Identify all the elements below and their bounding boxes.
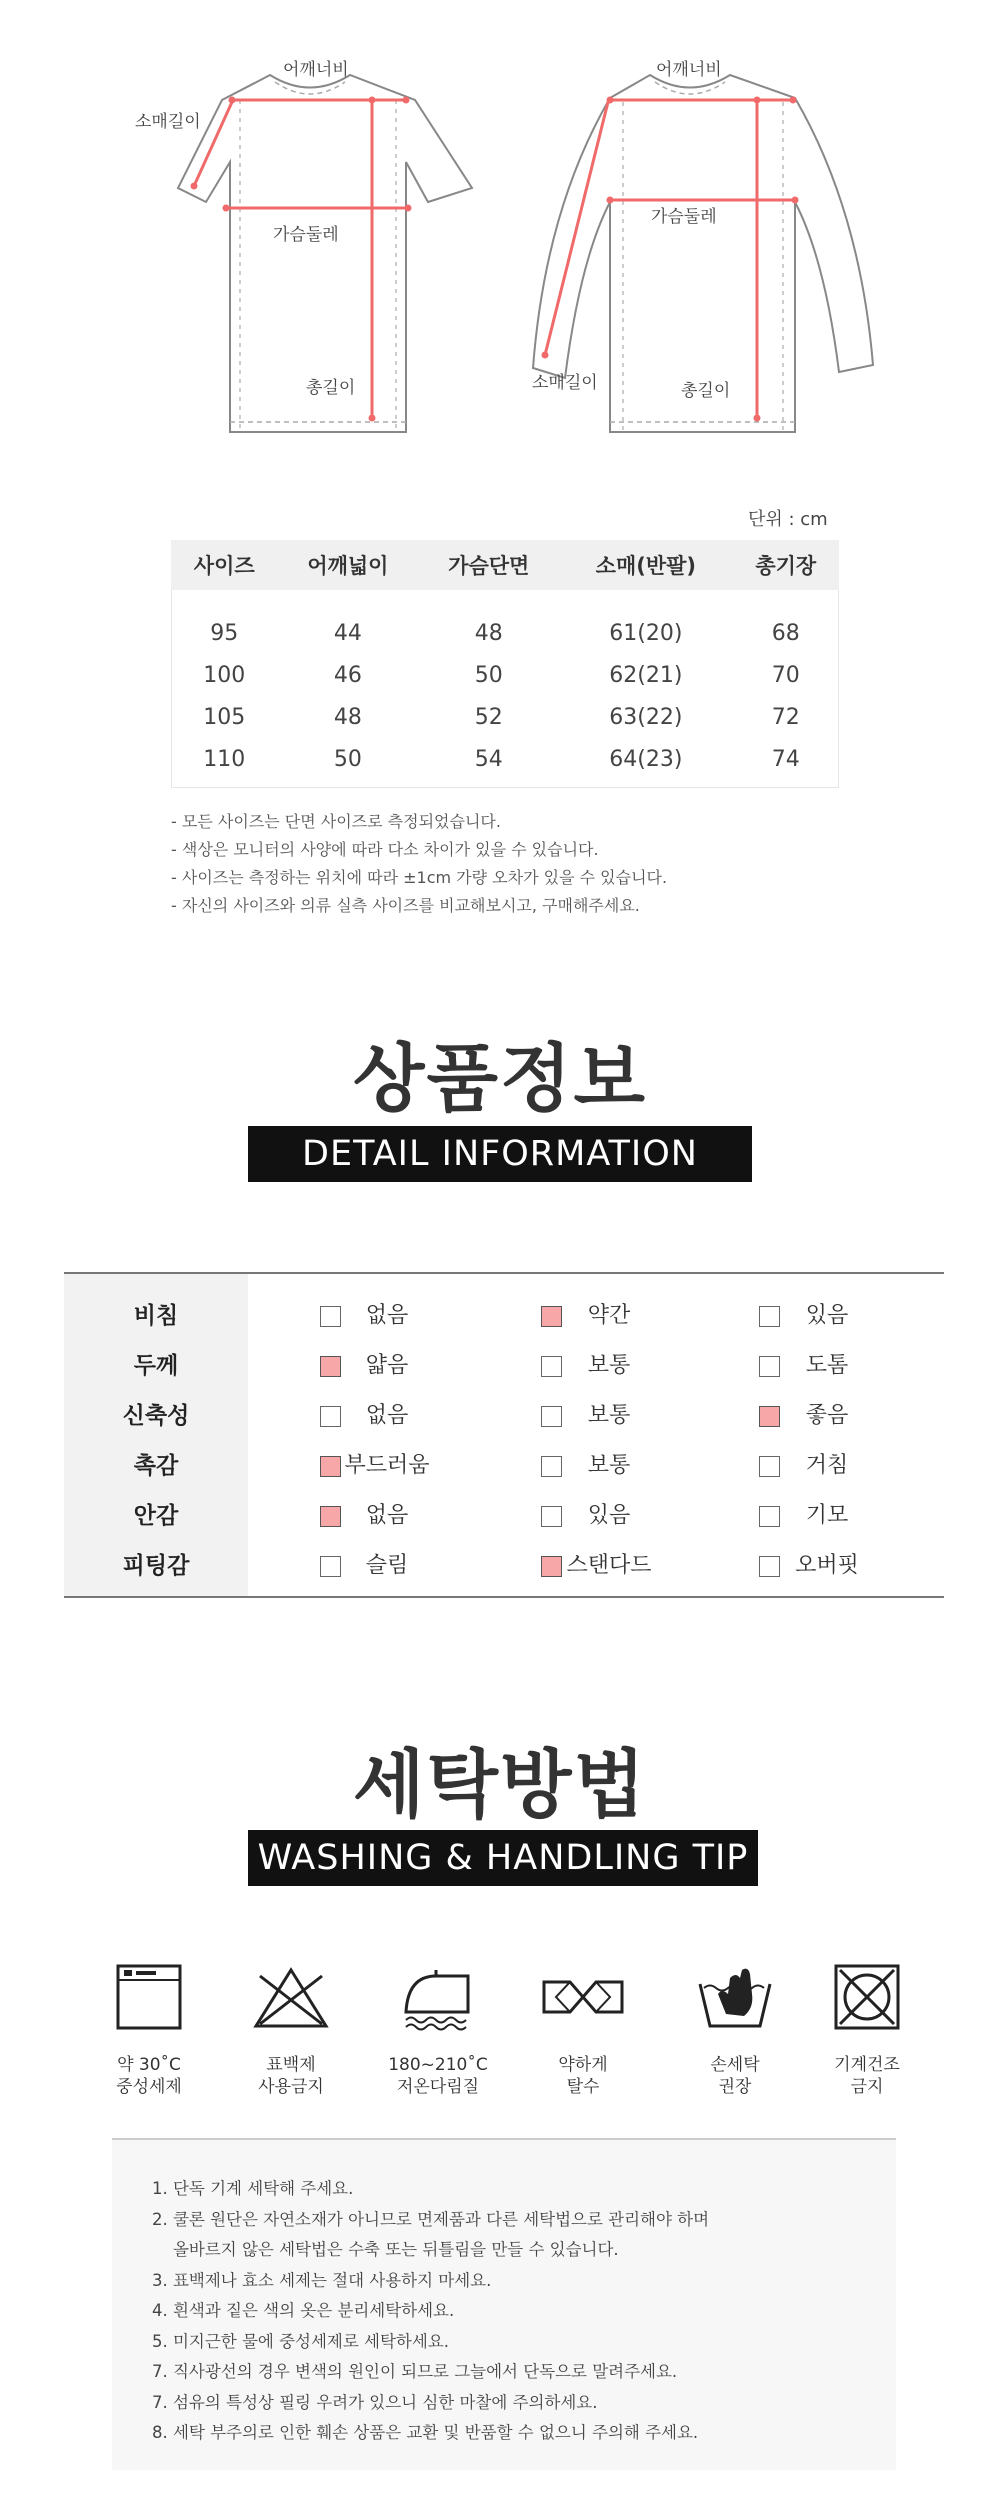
table-cell: 46 bbox=[333, 662, 362, 688]
detail-row-label: 안감 bbox=[133, 1503, 179, 1529]
table-cell: 44 bbox=[333, 620, 362, 646]
detail-option-label: 얇음 bbox=[365, 1353, 409, 1378]
size-notes bbox=[171, 808, 667, 920]
detail-option-label: 보통 bbox=[587, 1403, 631, 1428]
detail-option-label: 없음 bbox=[365, 1303, 409, 1328]
tshirt-length-label: 총길이 bbox=[306, 378, 356, 398]
detail-option-label: 보통 bbox=[587, 1453, 631, 1478]
longsleeve-chest-label: 가슴둘레 bbox=[651, 207, 717, 227]
longsleeve-sleeve-label: 소매길이 bbox=[532, 373, 598, 393]
longsleeve-length-label: 총길이 bbox=[681, 381, 731, 401]
instruction-line: 5. 미지근한 물에 중성세제로 세탁하세요. bbox=[152, 2331, 449, 2351]
iron-icon bbox=[396, 1966, 476, 2032]
detail-option-label: 기모 bbox=[805, 1503, 849, 1528]
table-cell: 70 bbox=[771, 662, 800, 688]
header-cell: 소매(반팔) bbox=[559, 540, 732, 590]
no-tumble-dry-icon bbox=[834, 1964, 900, 2030]
detail-option-label: 있음 bbox=[587, 1503, 631, 1528]
wash-instructions-box bbox=[112, 2138, 896, 2470]
table-cell: 72 bbox=[771, 704, 800, 730]
detail-option-label: 있음 bbox=[805, 1303, 849, 1328]
detail-row-label: 촉감 bbox=[133, 1453, 179, 1479]
detail-option-label: 없음 bbox=[365, 1403, 409, 1428]
detail-option-label: 보통 bbox=[587, 1353, 631, 1378]
note-line: - 색상은 모니터의 사양에 따라 다소 차이가 있을 수 있습니다. bbox=[171, 840, 599, 859]
table-cell: 52 bbox=[474, 704, 503, 730]
detail-option-label: 도톰 bbox=[805, 1353, 849, 1378]
wash-label: 손세탁 권장 bbox=[710, 2055, 760, 2097]
wash-label: 180~210˚C 저온다림질 bbox=[388, 2055, 488, 2097]
washing-machine-icon bbox=[116, 1964, 182, 2030]
detail-row bbox=[64, 1346, 944, 1386]
instruction-line: 3. 표백제나 효소 세제는 절대 사용하지 마세요. bbox=[152, 2270, 492, 2290]
detail-banner: DETAIL INFORMATION bbox=[248, 1126, 752, 1182]
detail-table bbox=[64, 1272, 944, 1598]
tshirt-sleeve-label: 소매길이 bbox=[135, 112, 201, 132]
table-cell: 63(22) bbox=[609, 704, 683, 730]
hand-wash-icon bbox=[696, 1964, 774, 2030]
detail-row bbox=[64, 1496, 944, 1536]
longsleeve-shoulder-label: 어깨너비 bbox=[656, 60, 722, 80]
instruction-line: 7. 섬유의 특성상 필링 우려가 있으니 심한 마찰에 주의하세요. bbox=[152, 2392, 598, 2412]
instruction-line: 7. 직사광선의 경우 변색의 원인이 되므로 그늘에서 단독으로 말려주세요. bbox=[152, 2362, 678, 2381]
size-table-header bbox=[171, 540, 839, 590]
wash-label: 약 30˚C 중성세제 bbox=[116, 2055, 182, 2097]
detail-row bbox=[64, 1546, 944, 1586]
note-line: - 사이즈는 측정하는 위치에 따라 ±1cm 가량 오차가 있을 수 있습니다. bbox=[171, 868, 668, 887]
unit-label: 단위 : cm bbox=[748, 509, 828, 530]
detail-row-label: 두께 bbox=[133, 1353, 179, 1379]
table-cell: 54 bbox=[474, 746, 503, 772]
table-row bbox=[171, 696, 839, 738]
wash-label: 약하게 탈수 bbox=[558, 2055, 608, 2097]
table-cell: 110 bbox=[203, 746, 246, 772]
detail-title: 상품정보 bbox=[353, 1036, 647, 1122]
detail-row bbox=[64, 1296, 944, 1336]
detail-option-label: 부드러움 bbox=[344, 1453, 430, 1478]
instruction-line: 2. 쿨론 원단은 자연소재가 아니므로 면제품과 다른 세탁법으로 관리해야 하며 bbox=[152, 2209, 710, 2229]
header-cell: 총기장 bbox=[733, 540, 840, 590]
table-row bbox=[171, 612, 839, 654]
note-line: - 자신의 사이즈와 의류 실측 사이즈를 비교해보시고, 구매해주세요. bbox=[171, 896, 640, 915]
instruction-line: 8. 세탁 부주의로 인한 훼손 상품은 교환 및 반품할 수 없으니 주의해 주세요. bbox=[152, 2423, 699, 2442]
table-row bbox=[171, 738, 839, 780]
washing-banner: WASHING & HANDLING TIP bbox=[248, 1830, 758, 1886]
table-cell: 64(23) bbox=[609, 746, 683, 772]
detail-option-label: 오버핏 bbox=[795, 1553, 859, 1578]
table-cell: 62(21) bbox=[609, 662, 683, 688]
detail-option-label: 없음 bbox=[365, 1503, 409, 1528]
washing-title: 세탁방법 bbox=[353, 1742, 647, 1828]
tshirt-shoulder-label: 어깨너비 bbox=[283, 60, 349, 80]
table-cell: 50 bbox=[474, 662, 503, 688]
detail-row-label: 비침 bbox=[133, 1303, 179, 1329]
detail-option-label: 슬림 bbox=[365, 1553, 409, 1578]
instruction-line: 올바르지 않은 세탁법은 수축 또는 뒤틀림을 만들 수 있습니다. bbox=[152, 2240, 619, 2259]
table-cell: 74 bbox=[771, 746, 800, 772]
detail-row bbox=[64, 1446, 944, 1486]
detail-option-label: 좋음 bbox=[805, 1403, 849, 1428]
wash-instructions bbox=[152, 2174, 709, 2449]
header-cell: 사이즈 bbox=[171, 540, 277, 590]
detail-option-label: 스탠다드 bbox=[566, 1553, 652, 1578]
header-cell: 어깨넓이 bbox=[277, 540, 418, 590]
table-cell: 48 bbox=[333, 704, 362, 730]
header-cell: 가슴단면 bbox=[418, 540, 559, 590]
note-line: - 모든 사이즈는 단면 사이즈로 측정되었습니다. bbox=[171, 812, 501, 831]
table-cell: 68 bbox=[771, 620, 800, 646]
instruction-line: 4. 흰색과 짙은 색의 옷은 분리세탁하세요. bbox=[152, 2301, 455, 2320]
table-cell: 61(20) bbox=[609, 620, 683, 646]
no-bleach-icon bbox=[252, 1966, 330, 2030]
detail-row bbox=[64, 1396, 944, 1436]
detail-row-label: 피팅감 bbox=[122, 1553, 190, 1579]
wash-label: 기계건조 금지 bbox=[834, 2055, 900, 2097]
table-cell: 48 bbox=[474, 620, 503, 646]
table-cell: 105 bbox=[203, 704, 246, 730]
instruction-line: 1. 단독 기계 세탁해 주세요. bbox=[152, 2179, 354, 2198]
size-table bbox=[171, 540, 839, 780]
tshirt-chest-label: 가슴둘레 bbox=[273, 225, 339, 245]
table-cell: 50 bbox=[333, 746, 362, 772]
wash-label: 표백제 사용금지 bbox=[258, 2055, 324, 2097]
table-cell: 100 bbox=[203, 662, 246, 688]
gentle-spin-icon bbox=[542, 1980, 624, 2014]
detail-option-label: 약간 bbox=[587, 1303, 631, 1328]
table-row bbox=[171, 654, 839, 696]
detail-option-label: 거침 bbox=[805, 1453, 849, 1478]
table-cell: 95 bbox=[210, 620, 239, 646]
detail-row-label: 신축성 bbox=[122, 1403, 190, 1429]
